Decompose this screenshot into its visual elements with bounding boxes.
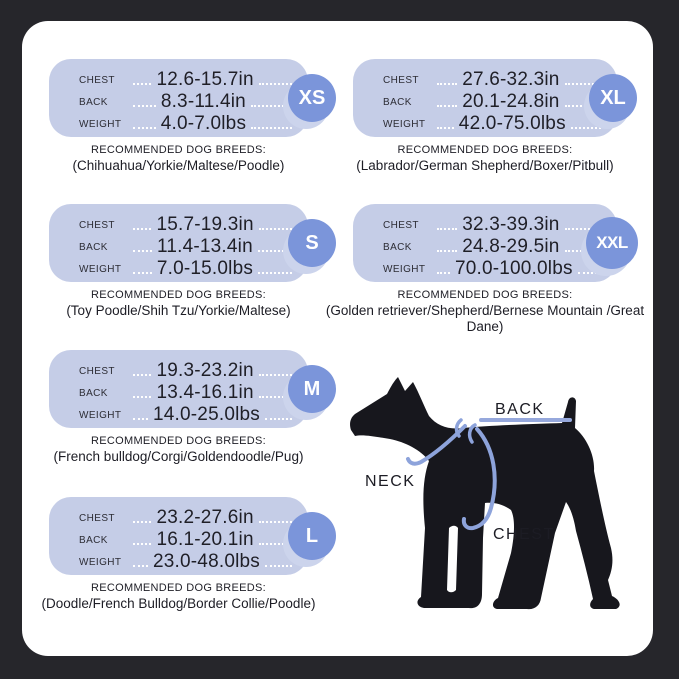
dog-measurement-diagram xyxy=(345,368,635,626)
back-value: 11.4-13.4in xyxy=(156,236,253,257)
back-row xyxy=(383,234,603,256)
chest-label: CHEST xyxy=(79,513,115,524)
chest-value: 19.3-23.2in xyxy=(156,360,254,381)
chest-row xyxy=(79,358,294,380)
breeds-title: RECOMMENDED DOG BREEDS: xyxy=(91,582,266,594)
chest-row xyxy=(383,67,603,89)
size-group-xxl xyxy=(325,204,645,334)
weight-value: 14.0-25.0lbs xyxy=(153,404,260,425)
back-label: BACK xyxy=(79,388,108,399)
chest-measure-label: CHEST xyxy=(493,526,555,543)
size-panel-xs xyxy=(49,59,326,137)
breeds-block xyxy=(319,289,651,334)
dotted-leader xyxy=(437,105,457,107)
dotted-leader xyxy=(259,83,292,85)
dotted-leader xyxy=(437,83,457,85)
size-badge-xs: XS xyxy=(288,74,336,122)
chest-row xyxy=(79,505,294,527)
dotted-leader xyxy=(133,127,156,129)
back-row xyxy=(79,234,294,256)
back-label: BACK xyxy=(79,97,108,108)
weight-row xyxy=(79,111,294,133)
chest-value: 15.7-19.3in xyxy=(156,214,254,235)
dotted-leader xyxy=(578,272,601,274)
size-badge-l: L xyxy=(288,512,336,560)
dotted-leader xyxy=(259,396,292,398)
back-row xyxy=(383,89,603,111)
breeds-block xyxy=(13,289,345,319)
dotted-leader xyxy=(265,418,292,420)
dotted-leader xyxy=(133,396,151,398)
dotted-leader xyxy=(133,272,152,274)
dog-silhouette xyxy=(350,377,620,609)
dotted-leader xyxy=(133,521,151,523)
size-badge-s: S xyxy=(288,219,336,267)
dotted-leader xyxy=(133,250,152,252)
weight-value: 70.0-100.0lbs xyxy=(454,258,573,279)
breeds-title: RECOMMENDED DOG BREEDS: xyxy=(397,289,573,301)
chest-label: CHEST xyxy=(79,220,115,231)
back-row xyxy=(79,89,294,111)
breeds-list: (Golden retriever/Shepherd/Bernese Mountain /Great Dane) xyxy=(325,303,645,334)
chest-label: CHEST xyxy=(79,75,115,86)
chest-label: CHEST xyxy=(383,220,419,231)
dotted-leader xyxy=(437,228,457,230)
dotted-leader xyxy=(258,250,292,252)
dotted-leader xyxy=(133,374,151,376)
dotted-leader xyxy=(437,127,454,129)
back-row xyxy=(79,527,294,549)
chest-row xyxy=(79,212,294,234)
breeds-list: (French bulldog/Corgi/Goldendoodle/Pug) xyxy=(53,449,304,464)
weight-value: 4.0-7.0lbs xyxy=(160,113,247,134)
chest-value: 23.2-27.6in xyxy=(156,507,254,528)
breeds-block xyxy=(319,144,651,174)
dotted-leader xyxy=(259,543,292,545)
weight-value: 42.0-75.0lbs xyxy=(458,113,566,134)
dotted-leader xyxy=(251,105,292,107)
size-group-m xyxy=(49,350,321,465)
back-label: BACK xyxy=(383,242,412,253)
dotted-leader xyxy=(259,521,292,523)
breeds-list: (Chihuahua/Yorkie/Maltese/Poodle) xyxy=(72,158,285,173)
size-panel-m xyxy=(49,350,321,428)
weight-row xyxy=(79,402,294,424)
size-badge-xl: XL xyxy=(589,74,637,122)
weight-label: WEIGHT xyxy=(383,119,426,130)
dotted-leader xyxy=(259,228,292,230)
weight-row xyxy=(79,549,294,571)
back-label: BACK xyxy=(79,242,108,253)
breeds-block xyxy=(13,144,345,174)
chest-label: CHEST xyxy=(383,75,419,86)
breeds-title: RECOMMENDED DOG BREEDS: xyxy=(91,435,266,447)
weight-label: WEIGHT xyxy=(79,264,122,275)
weight-value: 23.0-48.0lbs xyxy=(153,551,260,572)
weight-row xyxy=(383,256,603,278)
dotted-leader xyxy=(437,250,457,252)
dotted-leader xyxy=(259,374,292,376)
dog-silhouette-graphic xyxy=(345,368,635,626)
back-value: 8.3-11.4in xyxy=(160,91,246,112)
chest-row xyxy=(383,212,603,234)
weight-label: WEIGHT xyxy=(79,557,122,568)
breeds-title: RECOMMENDED DOG BREEDS: xyxy=(91,289,266,301)
dotted-leader xyxy=(258,272,292,274)
size-group-l xyxy=(41,497,319,612)
size-panel-xxl xyxy=(353,204,628,282)
dotted-leader xyxy=(265,565,292,567)
dotted-leader xyxy=(571,127,601,129)
back-value: 13.4-16.1in xyxy=(156,382,254,403)
size-group-xs xyxy=(49,59,326,174)
chest-label: CHEST xyxy=(79,366,115,377)
dotted-leader xyxy=(133,565,148,567)
weight-label: WEIGHT xyxy=(79,410,122,421)
dotted-leader xyxy=(133,543,151,545)
weight-label: WEIGHT xyxy=(79,119,122,130)
chest-value: 12.6-15.7in xyxy=(156,69,254,90)
weight-value: 7.0-15.0lbs xyxy=(156,258,254,279)
size-panel-s xyxy=(49,204,319,282)
breeds-list: (Labrador/German Shepherd/Boxer/Pitbull) xyxy=(356,158,614,173)
dotted-leader xyxy=(251,127,292,129)
dotted-leader xyxy=(133,418,148,420)
size-badge-xxl: XXL xyxy=(586,217,638,269)
size-panel-l xyxy=(49,497,319,575)
back-value: 20.1-24.8in xyxy=(462,91,560,112)
breeds-title: RECOMMENDED DOG BREEDS: xyxy=(397,144,573,156)
neck-measure-label: NECK xyxy=(365,473,416,490)
dotted-leader xyxy=(437,272,450,274)
dotted-leader xyxy=(133,105,156,107)
back-measure-label: BACK xyxy=(495,401,545,418)
size-badge-m: M xyxy=(288,365,336,413)
breeds-title: RECOMMENDED DOG BREEDS: xyxy=(91,144,266,156)
chest-row xyxy=(79,67,294,89)
back-value: 24.8-29.5in xyxy=(462,236,560,257)
back-value: 16.1-20.1in xyxy=(156,529,254,550)
chest-value: 27.6-32.3in xyxy=(462,69,560,90)
size-group-s xyxy=(49,204,319,319)
breeds-list: (Doodle/French Bulldog/Border Collie/Poodle) xyxy=(41,596,316,611)
weight-label: WEIGHT xyxy=(383,264,426,275)
dotted-leader xyxy=(133,228,151,230)
breeds-block xyxy=(13,582,345,612)
weight-row xyxy=(79,256,294,278)
back-label: BACK xyxy=(383,97,412,108)
dotted-leader xyxy=(133,83,151,85)
weight-row xyxy=(383,111,603,133)
breeds-list: (Toy Poodle/Shih Tzu/Yorkie/Maltese) xyxy=(66,303,291,318)
back-label: BACK xyxy=(79,535,108,546)
back-row xyxy=(79,380,294,402)
breeds-block xyxy=(13,435,345,465)
chest-value: 32.3-39.3in xyxy=(462,214,560,235)
size-group-xl xyxy=(353,59,626,174)
size-panel-xl xyxy=(353,59,626,137)
